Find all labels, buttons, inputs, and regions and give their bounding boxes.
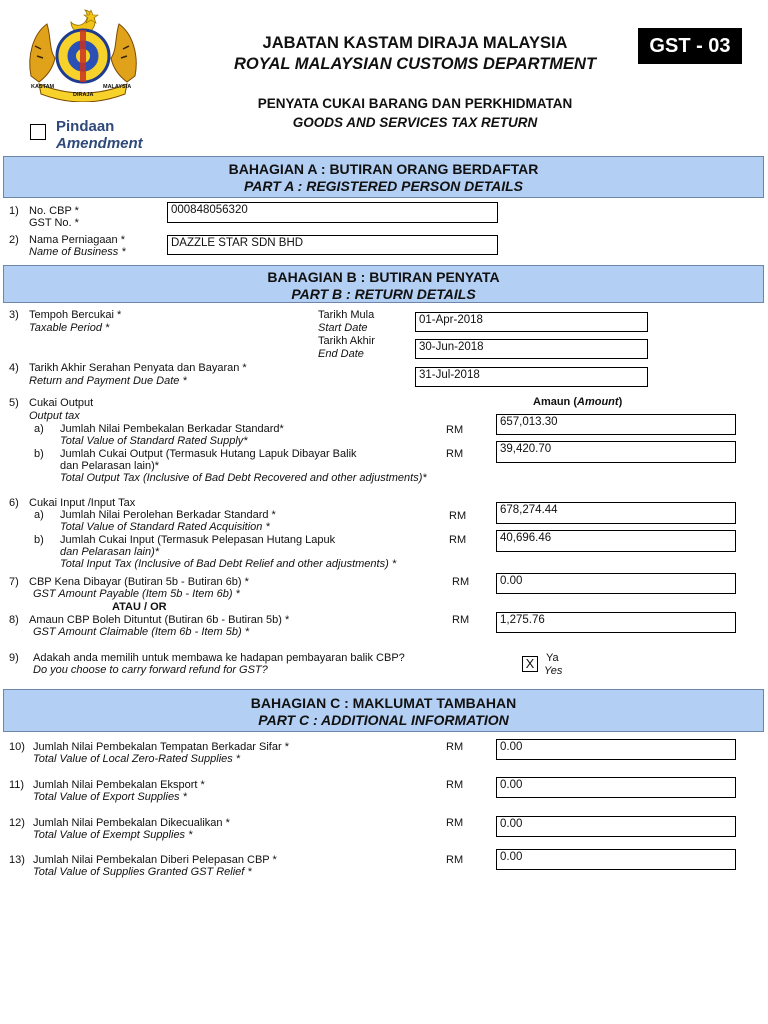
item-2-label-ms: Nama Perniagaan *: [29, 234, 126, 246]
item-8-label-ms: Amaun CBP Boleh Dituntut (Butiran 6b - Butiran 5b) *: [29, 614, 290, 626]
item-9-label-ms: Adakah anda memilih untuk membawa ke hadapan pembayaran balik CBP?: [33, 652, 405, 664]
item-6a-letter: a): [34, 509, 44, 521]
form-code-badge: GST - 03: [638, 28, 742, 64]
part-c-title-en: PART C : ADDITIONAL INFORMATION: [258, 712, 509, 728]
item-8-currency: RM: [452, 614, 470, 626]
item-13-currency: RM: [446, 854, 464, 866]
part-c-title-ms: BAHAGIAN C : MAKLUMAT TAMBAHAN: [250, 695, 517, 711]
gst-payable-field[interactable]: 0.00: [496, 573, 736, 594]
item-3-label-en: Taxable Period *: [29, 322, 110, 334]
item-7-number: 7): [9, 576, 19, 588]
item-13-label-ms: Jumlah Nilai Pembekalan Diberi Pelepasan CBP *: [33, 854, 277, 866]
gst-relief-supplies-field[interactable]: 0.00: [496, 849, 736, 870]
item-5-label-en: Output tax: [29, 410, 80, 422]
form-title-en: GOODS AND SERVICES TAX RETURN: [292, 115, 538, 130]
item-12-label-en: Total Value of Exempt Supplies *: [33, 829, 193, 841]
item-11-currency: RM: [446, 779, 464, 791]
gst-claimable-field[interactable]: 1,275.76: [496, 612, 736, 633]
item-1-number: 1): [9, 205, 19, 217]
item-5b-currency: RM: [446, 448, 464, 460]
item-6b-label-ms-1: Jumlah Cukai Input (Termasuk Pelepasan Hutang Lapuk: [60, 534, 336, 546]
item-5b-label-ms-2: dan Pelarasan lain)*: [60, 460, 160, 472]
gst-number-field[interactable]: 000848056320: [167, 202, 498, 223]
item-4-label-ms: Tarikh Akhir Serahan Penyata dan Bayaran *: [29, 362, 247, 374]
item-7-label-en: GST Amount Payable (Item 5b - Item 6b) *: [33, 588, 240, 600]
end-date-label-ms: Tarikh Akhir: [318, 335, 375, 347]
end-date-field[interactable]: 30-Jun-2018: [415, 339, 648, 359]
item-2-number: 2): [9, 234, 19, 246]
item-8-number: 8): [9, 614, 19, 626]
item-12-label-ms: Jumlah Nilai Pembekalan Dikecualikan *: [33, 817, 230, 829]
item-6a-label-ms: Jumlah Nilai Perolehan Berkadar Standard *: [60, 509, 276, 521]
item-6a-label-en: Total Value of Standard Rated Acquisition *: [60, 521, 270, 533]
item-9-label-en: Do you choose to carry forward refund for GST?: [33, 664, 268, 676]
total-input-tax-field[interactable]: 40,696.46: [496, 530, 736, 552]
export-supplies-field[interactable]: 0.00: [496, 777, 736, 798]
item-3-label-ms: Tempoh Bercukai *: [29, 309, 122, 321]
yes-label-ms: Ya: [546, 652, 559, 664]
item-5a-label-en: Total Value of Standard Rated Supply*: [60, 435, 248, 447]
item-6b-label-en: Total Input Tax (Inclusive of Bad Debt Relief and other adjustments) *: [60, 558, 397, 570]
item-5b-label-en: Total Output Tax (Inclusive of Bad Debt Recovered and other adjustments)*: [60, 472, 427, 484]
amount-header-ms: Amaun: [533, 396, 571, 408]
zero-rated-supplies-field[interactable]: 0.00: [496, 739, 736, 760]
item-11-label-ms: Jumlah Nilai Pembekalan Eksport *: [33, 779, 205, 791]
agency-name-en: ROYAL MALAYSIAN CUSTOMS DEPARTMENT: [233, 55, 597, 73]
item-13-number: 13): [9, 854, 25, 866]
item-1-label-ms: No. CBP *: [29, 205, 79, 217]
item-13-label-en: Total Value of Supplies Granted GST Relief *: [33, 866, 252, 878]
standard-rated-acquisition-field[interactable]: 678,274.44: [496, 502, 736, 524]
item-5b-label-ms-1: Jumlah Cukai Output (Termasuk Hutang Lapuk Dibayar Balik: [60, 448, 357, 460]
end-date-label-en: End Date: [318, 348, 364, 360]
standard-rated-supply-field[interactable]: 657,013.30: [496, 414, 736, 435]
form-title-ms: PENYATA CUKAI BARANG DAN PERKHIDMATAN: [257, 96, 573, 111]
item-4-label-en: Return and Payment Due Date *: [29, 375, 187, 387]
part-b-title-ms: BAHAGIAN B : BUTIRAN PENYATA: [267, 269, 500, 285]
start-date-field[interactable]: 01-Apr-2018: [415, 312, 648, 332]
item-11-label-en: Total Value of Export Supplies *: [33, 791, 187, 803]
item-4-number: 4): [9, 362, 19, 374]
total-output-tax-field[interactable]: 39,420.70: [496, 441, 736, 463]
amendment-checkbox[interactable]: [30, 124, 46, 140]
item-5-label-ms: Cukai Output: [29, 397, 94, 409]
amendment-label-ms: Pindaan: [56, 118, 115, 135]
part-a-title-ms: BAHAGIAN A : BUTIRAN ORANG BERDAFTAR: [228, 161, 539, 177]
item-6b-currency: RM: [449, 534, 467, 546]
crest-text-right: MALAYSIA: [103, 84, 132, 90]
amendment-label-en: Amendment: [56, 135, 143, 152]
item-7-label-ms: CBP Kena Dibayar (Butiran 5b - Butiran 6b) *: [29, 576, 249, 588]
crest-text-left: KASTAM: [31, 84, 55, 90]
item-9-number: 9): [9, 652, 19, 664]
or-separator: ATAU / OR: [112, 601, 167, 613]
crest-text-bottom: DIRAJA: [73, 92, 94, 98]
amount-header-en: Amount: [577, 396, 619, 408]
item-3-number: 3): [9, 309, 19, 321]
amount-column-header: Amaun (Amount): [533, 396, 623, 408]
item-8-label-en: GST Amount Claimable (Item 6b - Item 5b) *: [33, 626, 249, 638]
item-5-number: 5): [9, 397, 19, 409]
item-6b-label-ms-2: dan Pelarasan lain)*: [60, 546, 160, 558]
item-2-label-en: Name of Business *: [29, 246, 126, 258]
carry-forward-refund-checkbox[interactable]: [522, 656, 538, 672]
item-10-label-en: Total Value of Local Zero-Rated Supplies *: [33, 753, 241, 765]
carry-forward-check-mark: X: [525, 656, 535, 671]
item-6-label: Cukai Input /Input Tax: [29, 497, 136, 509]
item-10-label-ms: Jumlah Nilai Pembekalan Tempatan Berkadar Sifar *: [33, 741, 289, 753]
item-1-label-en: GST No. *: [29, 217, 79, 229]
item-7-currency: RM: [452, 576, 470, 588]
start-date-label-ms: Tarikh Mula: [318, 309, 375, 321]
item-5a-currency: RM: [446, 424, 464, 436]
due-date-field[interactable]: 31-Jul-2018: [415, 367, 648, 387]
exempt-supplies-field[interactable]: 0.00: [496, 816, 736, 837]
part-c-header: [3, 689, 764, 732]
yes-label-en: Yes: [544, 665, 563, 677]
item-6a-currency: RM: [449, 510, 467, 522]
item-10-currency: RM: [446, 741, 464, 753]
part-a-title-en: PART A : REGISTERED PERSON DETAILS: [244, 178, 523, 194]
part-b-header: [3, 265, 764, 303]
item-6b-letter: b): [34, 534, 44, 546]
part-b-title-en: PART B : RETURN DETAILS: [291, 286, 476, 302]
start-date-label-en: Start Date: [318, 322, 368, 334]
item-11-number: 11): [9, 779, 25, 791]
item-5a-letter: a): [34, 423, 44, 435]
business-name-field[interactable]: DAZZLE STAR SDN BHD: [167, 235, 498, 255]
part-a-header: [3, 156, 764, 198]
item-6-number: 6): [9, 497, 19, 509]
agency-name-ms: JABATAN KASTAM DIRAJA MALAYSIA: [262, 34, 568, 52]
item-5b-letter: b): [34, 448, 44, 460]
item-5a-label-ms: Jumlah Nilai Pembekalan Berkadar Standard*: [60, 423, 284, 435]
customs-crest-logo: [25, 6, 141, 102]
item-10-number: 10): [9, 741, 25, 753]
item-12-currency: RM: [446, 817, 464, 829]
item-12-number: 12): [9, 817, 25, 829]
